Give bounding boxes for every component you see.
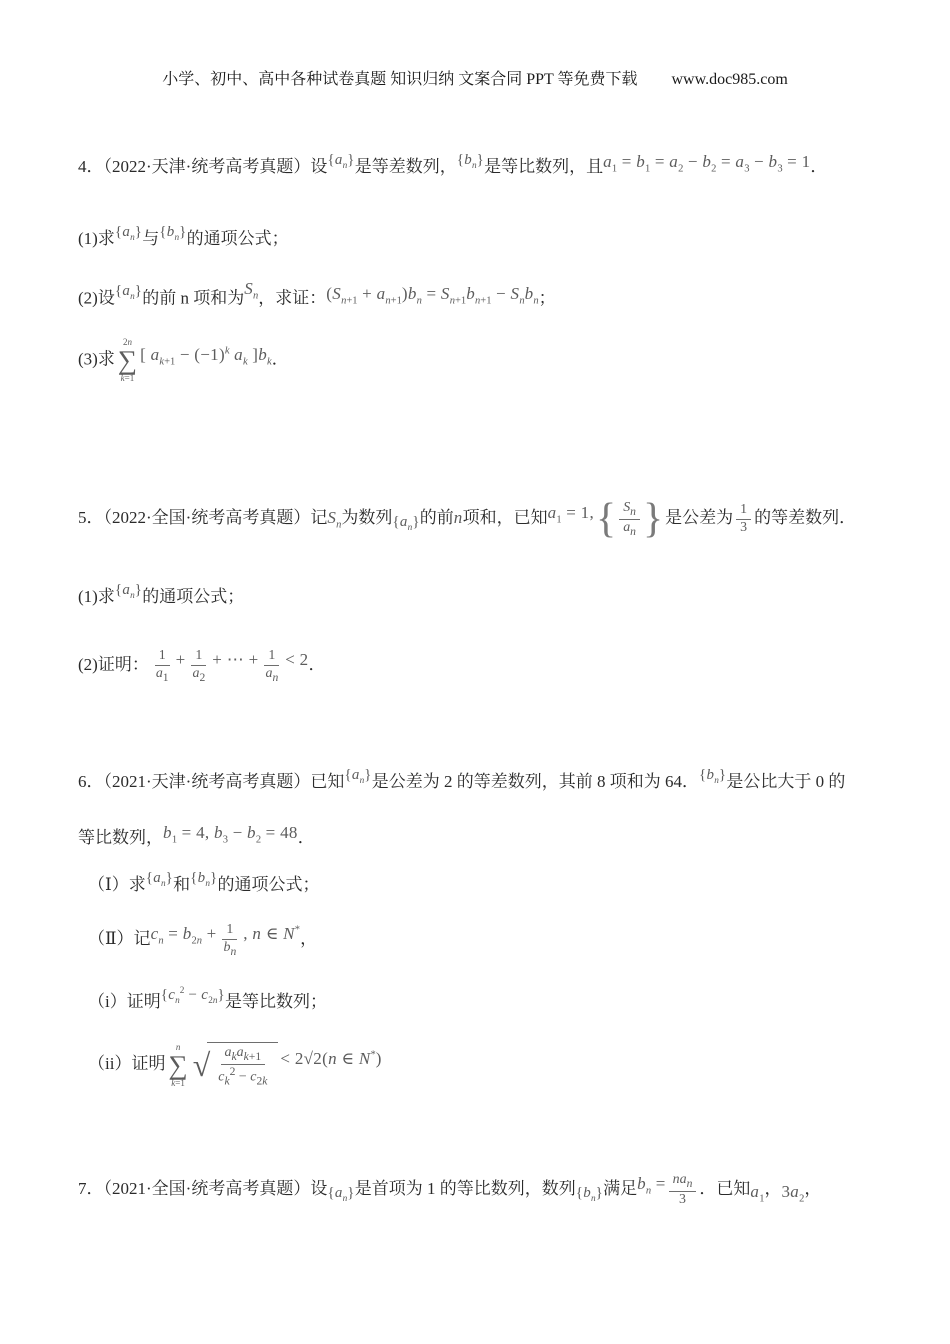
question-4-part-3 [78,338,289,383]
math-run: + [175,650,186,670]
text-run: （ii）证明 [88,1053,166,1073]
math-run: $\{b_n\}$ [456,152,485,171]
text-run: 的前 [419,507,454,527]
text-run: ． [810,157,828,177]
math-run: $\{a_n\}$ [344,767,372,786]
question-6-part-II [88,922,317,958]
math-run: [ $a_{k+1} - (-1)^k$ $a_k$ ]$b_k$ [140,344,272,368]
text-run: 的通项公式； [142,587,245,607]
summation: n ∑ k=1 [168,1041,188,1088]
math-run: $\{a_n\}$ [114,582,143,601]
question-6-part-i [88,985,327,1014]
text-run: 满足 [603,1179,638,1199]
question-6-stem [78,765,845,794]
math-run: $b_1 = 4$, $b_3 - b_2 = 48$ [163,823,298,846]
math-run: $\{a_n\}$ [145,870,174,889]
text-run: 7．（2021·全国·统考高考真题）设 [78,1179,328,1199]
math-run: $\{a_n\}$ [327,1184,355,1204]
text-run: 为数列 [341,507,393,527]
fraction: $\frac{a_ka_{k+1}}{c_k^2 - c_{2k}}$ [218,1045,268,1088]
text-run: 的通项公式； [217,875,320,895]
math-run: $c_n = b_{2n}$ + [150,924,217,947]
text-run: 是公差为 2 的等差数列，其前 8 项和为 64． [371,772,699,792]
math-run: $a_1 = 1$, [547,503,595,526]
text-run: ， [804,1179,822,1199]
question-6-stem-line-2 [78,822,315,850]
text-run: 的等差数列． [754,507,857,527]
text-run: 是等比数列，且 [484,157,604,177]
math-run: $S_n$ [327,507,342,531]
fraction: $\frac{S_n}{a_n}$ [619,500,640,538]
text-run: 5．（2022·全国·统考高考真题）记 [78,507,328,527]
text-run: ， [764,1179,782,1199]
header-site-url: www.doc985.com [671,71,788,88]
text-run: 是公差为 [665,507,734,527]
text-run: ，求证： [258,288,327,308]
text-run: ．已知 [699,1179,751,1199]
math-run: $\{a_n\}$ [114,283,143,303]
text-run: ， [300,929,318,949]
text-run: 6．（2021·天津·统考高考真题）已知 [78,772,345,792]
math-run: $\{b_n\}$ [575,1184,604,1204]
math-run: $a_1$ [750,1182,765,1205]
text-run: (1)求 [78,587,115,607]
math-run: $S_n$ [244,279,259,302]
text-run: ； [538,288,556,308]
math-run: $b_n$ = [637,1174,666,1197]
math-run: < 2√2 [280,1049,323,1069]
text-run: (1)求 [78,229,115,249]
math-run: $\{c_n^2 - c_{2n}\}$ [160,986,225,1006]
text-run: ． [297,827,315,847]
math-run: $\{b_n\}$ [190,870,218,889]
header-promo-text: 小学、初中、高中各种试卷真题 知识归纳 文案合同 PPT 等免费下载 [162,71,638,88]
question-5-part-1 [78,580,244,609]
text-run: 等比数列， [78,827,163,847]
fraction: $\frac{1}{b_n}$ [223,922,237,958]
fraction: $\frac{1}{a_2}$ [192,648,206,684]
summation: 2n ∑ k=1 [117,337,138,383]
math-run: $\{a_n\}$ [392,513,420,533]
text-run: 4．（2022·天津·统考高考真题）设 [78,157,328,177]
text-run: (2)设 [78,288,115,308]
math-run: n [453,507,463,527]
question-7-stem [78,1172,821,1208]
text-run: ． [271,349,289,369]
text-run: (3)求 [78,349,115,369]
math-run: $\{b_n\}$ [159,224,187,243]
question-4-stem [78,150,827,179]
math-run: $\{b_n\}$ [698,767,727,786]
text-run: 项和，已知 [462,507,548,527]
question-6-part-I [88,868,320,897]
math-run: $\{a_n\}$ [327,152,355,171]
math-run: $3a_2$ [781,1182,805,1205]
question-5-stem [78,498,856,540]
text-run: 是等差数列， [354,157,457,177]
text-run: （i）证明 [88,992,161,1012]
text-run: 是等比数列； [224,992,327,1012]
text-run: （Ⅰ）求 [88,875,146,895]
math-run: + ⋯ + [212,650,259,670]
question-5-part-2 [78,648,326,684]
radical: √ $\frac{a_ka_{k+1}}{c_k^2 - c_{2k}}$ [193,1042,279,1088]
math-run: $\{a_n\}$ [114,224,143,243]
fraction: $\frac{1}{a_1}$ [155,648,169,684]
text-run: 和 [173,875,191,895]
fraction: $\frac{na_n}{3}$ [669,1172,697,1208]
fraction: $\frac{1}{3}$ [736,502,751,536]
text-run: 与 [142,229,160,249]
page-header [0,66,950,89]
text-run: 的前 n 项和为 [142,288,245,308]
fraction: $\frac{1}{a_n}$ [265,648,279,684]
math-run: (n ∈ N*) [322,1049,382,1069]
text-run: (2)证明： [78,655,149,675]
math-run: $a_1 = b_1 = a_2 - b_2 = a_3 - b_3 = 1$ [603,152,811,175]
question-4-part-1 [78,222,289,251]
math-run: , n ∈ N* [243,924,301,944]
text-run: 是公比大于 0 的 [726,772,846,792]
math-run: $(S_{n+1} + a_{n+1})b_n = S_{n+1}b_{n+1} - S_nb_n$ [326,283,539,306]
math-run: < 2 [285,650,309,670]
text-run: （Ⅱ）记 [88,929,151,949]
text-run: ． [308,655,326,675]
question-4-part-2 [78,278,556,310]
question-6-part-ii [88,1042,382,1088]
text-run: 是首项为 1 的等比数列，数列 [354,1179,576,1199]
text-run: 的通项公式； [186,229,289,249]
braced-fraction: { $\frac{S_n}{a_n}$ } [596,496,664,542]
